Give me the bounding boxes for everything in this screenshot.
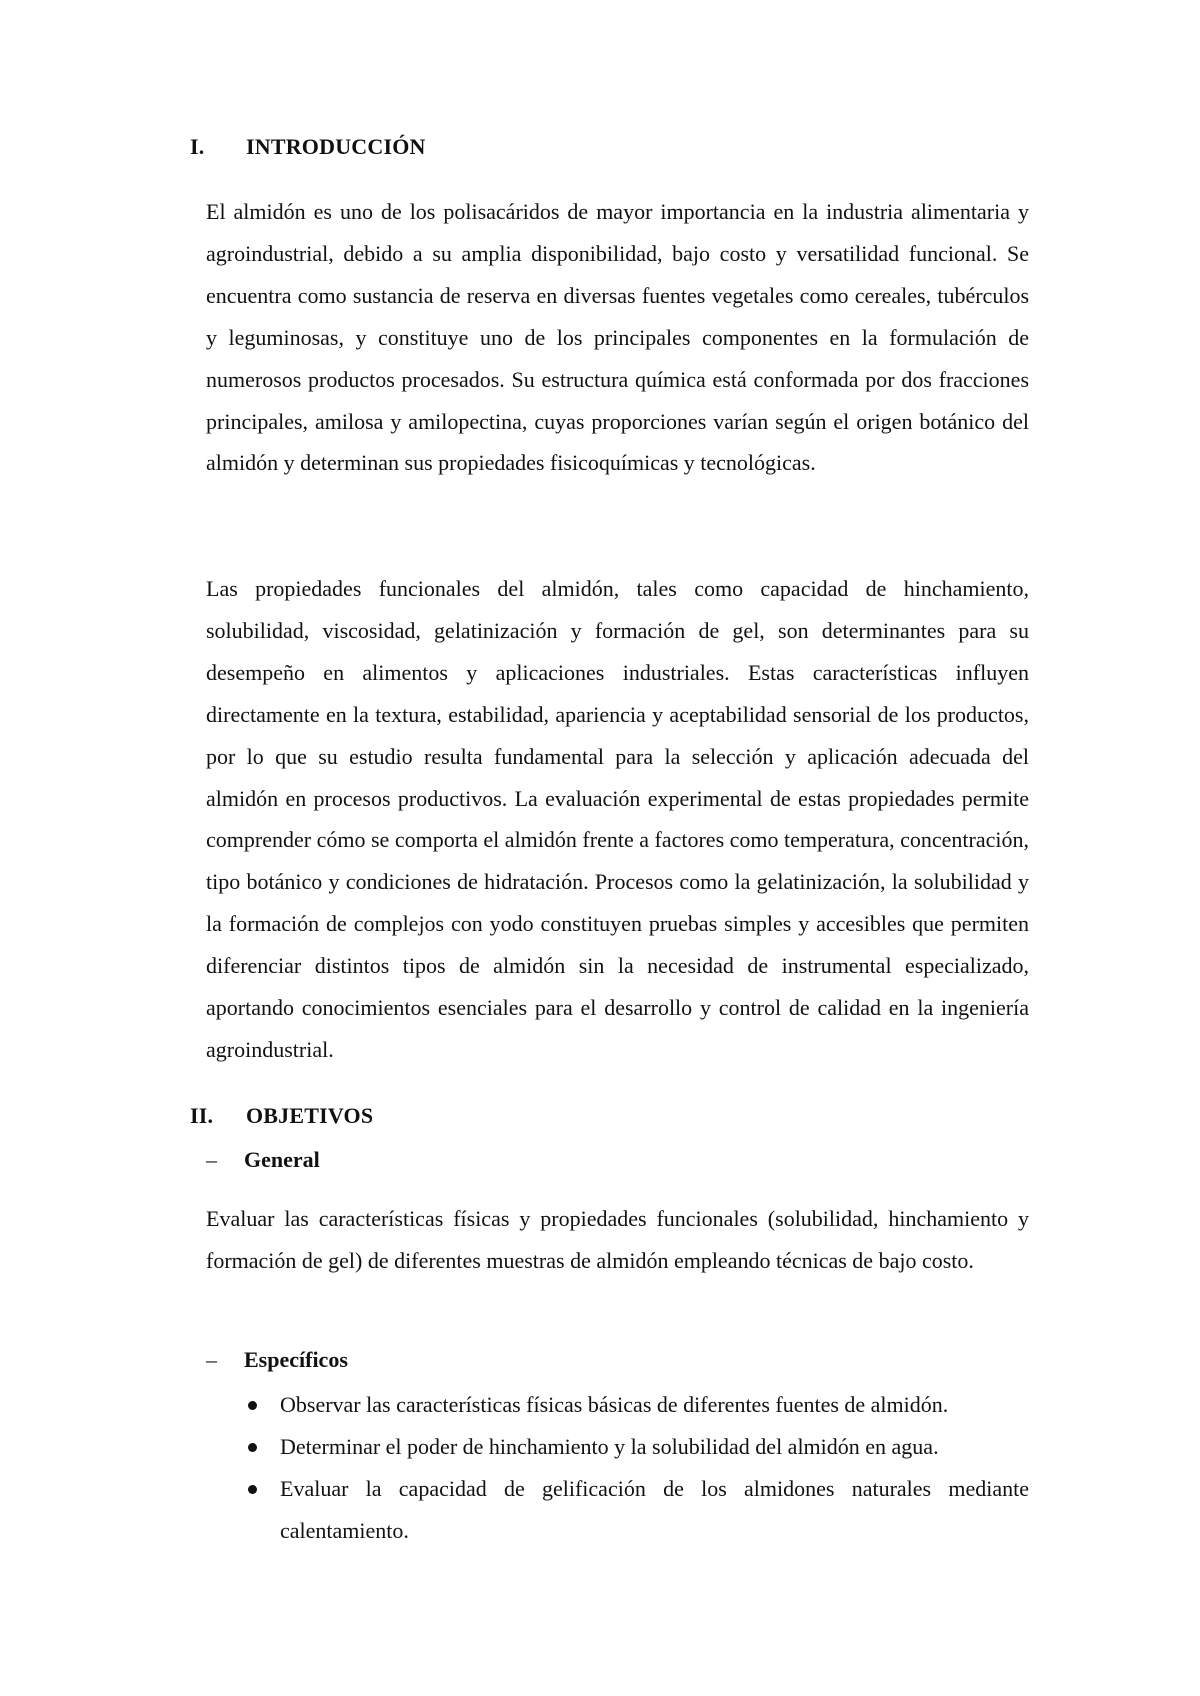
section-title: OBJETIVOS bbox=[246, 1103, 374, 1128]
dash-marker: – bbox=[206, 1147, 217, 1172]
section-number: I. bbox=[190, 134, 205, 159]
list-item-text: Observar las características físicas básicas de diferentes fuentes de almidón. bbox=[280, 1392, 949, 1417]
section-number: II. bbox=[190, 1103, 214, 1128]
bullet-icon bbox=[248, 1443, 257, 1452]
specific-objectives-list bbox=[206, 1384, 1029, 1552]
intro-paragraph-1: El almidón es uno de los polisacáridos de mayor importancia en la industria alimentaria y agroindustrial, debido a su amplia disponibilidad, bajo costo y versatilidad funcional. Se encuentra como sustancia de reserva en diversas fuentes vegetales como cereales, tubérculos y leguminosas, y constituye uno de los principales componentes en la formulación de numerosos productos procesados. Su estructura química está conformada por dos fracciones principales, amilosa y amilopectina, cuyas proporciones varían según el origen botánico del almidón y determinan sus propiedades fisicoquímicas y tecnológicas. bbox=[206, 199, 1029, 476]
subheading-label: General bbox=[244, 1147, 320, 1172]
list-item bbox=[206, 1384, 1029, 1426]
list-item-text: Determinar el poder de hinchamiento y la solubilidad del almidón en agua. bbox=[280, 1433, 939, 1459]
list-item bbox=[206, 1426, 1029, 1468]
section-title: INTRODUCCIÓN bbox=[246, 134, 426, 159]
bullet-icon bbox=[248, 1401, 257, 1410]
subheading-label: Específicos bbox=[244, 1347, 348, 1372]
intro-paragraph-2: Las propiedades funcionales del almidón, tales como capacidad de hinchamiento, solubilidad, viscosidad, gelatinización y formación de gel, son determinantes para su desempeño en alimentos y aplicaciones industriales. Estas características influyen directamente en la textura, estabilidad, apariencia y aceptabilidad sensorial de los productos, por lo que su estudio resulta fundamental para la selección y aplicación adecuada del almidón en procesos productivos. La evaluación experimental de estas propiedades permite comprender cómo se comporta el almidón frente a factores como temperatura, concentración, tipo botánico y condiciones de hidratación. Procesos como la gelatinización, la solubilidad y la formación de complejos con yodo constituyen pruebas simples y accesibles que permiten diferenciar distintos tipos de almidón sin la necesidad de instrumental especializado, aportando conocimientos esenciales para el desarrollo y control de calidad en la ingeniería agroindustrial. bbox=[206, 576, 1029, 1062]
dash-marker: – bbox=[206, 1347, 217, 1372]
list-item bbox=[206, 1468, 1029, 1552]
general-objective-text: Evaluar las características físicas y propiedades funcionales (solubilidad, hinchamiento y formación de gel) de diferentes muestras de almidón empleando técnicas de bajo costo. bbox=[206, 1206, 1029, 1273]
bullet-icon bbox=[248, 1485, 257, 1494]
list-item-text: Evaluar la capacidad de gelificación de los almidones naturales mediante calentamiento. bbox=[280, 1475, 1029, 1543]
